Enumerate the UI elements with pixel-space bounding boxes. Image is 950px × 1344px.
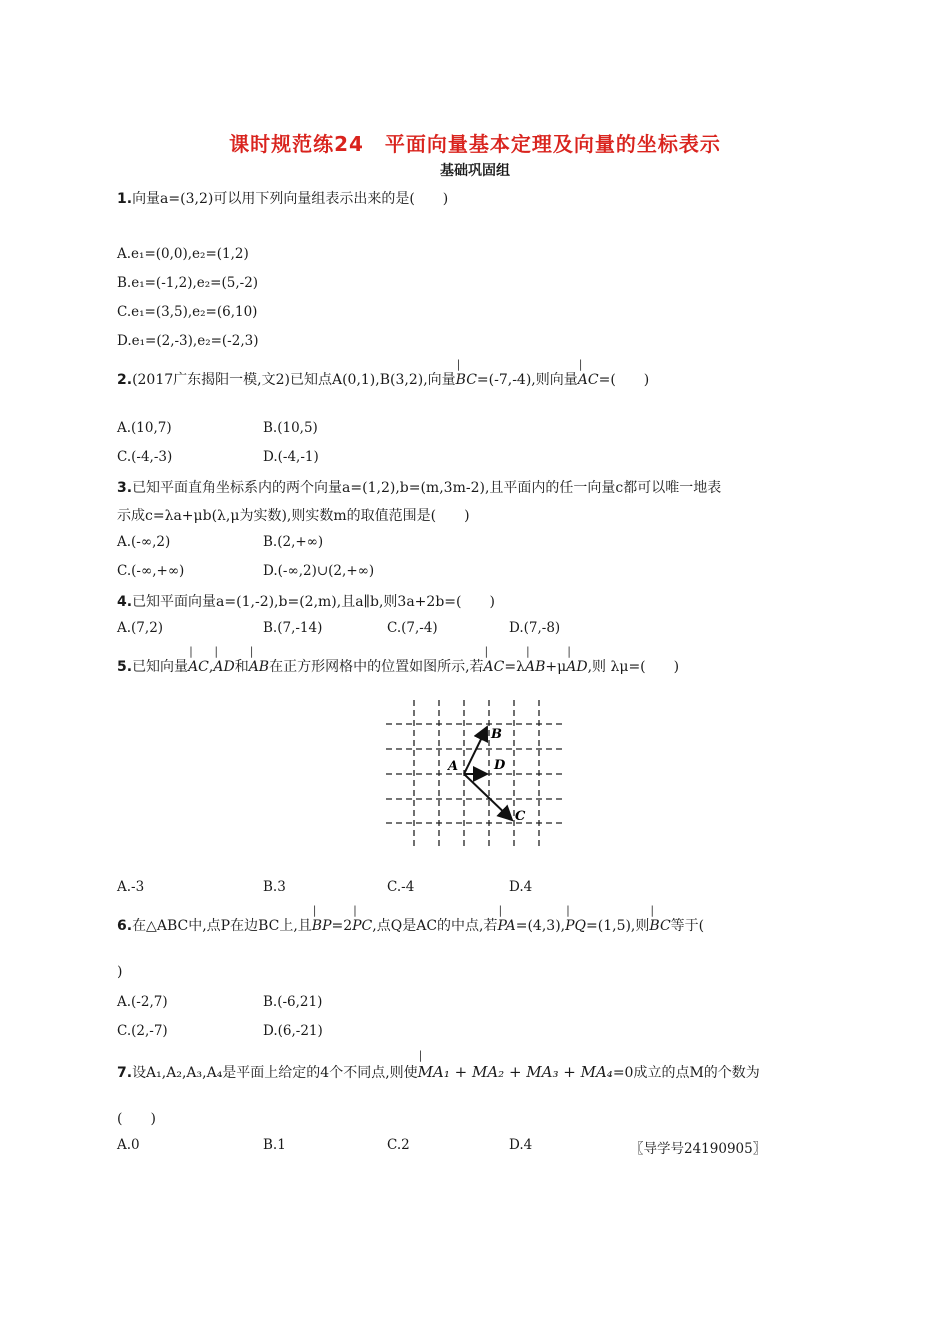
vector-sum-expression: | MA₁ + MA₂ + MA₃ + MA₄ <box>418 1063 613 1081</box>
separator: 和 <box>234 659 249 675</box>
q2-option-b: B.(10,5) <box>263 420 318 436</box>
q2-option-c: C.(-4,-3) <box>117 449 173 465</box>
q7-option-b: B.1 <box>263 1137 286 1153</box>
vector-pq: | PQ <box>565 918 586 934</box>
q6-option-a: A.(-2,7) <box>117 994 168 1010</box>
q3-option-c: C.(-∞,+∞) <box>117 563 185 579</box>
q6-option-d: D.(6,-21) <box>263 1023 323 1039</box>
question-number: 7. <box>117 1065 133 1081</box>
q3-option-b: B.(2,+∞) <box>263 534 324 550</box>
equation-part: =λ <box>504 659 525 675</box>
q2-option-a: A.(10,7) <box>117 420 172 436</box>
vector-ac: | AC <box>484 659 505 675</box>
q7-option-d: D.4 <box>509 1137 533 1153</box>
q1-option-a: A.e₁=(0,0),e₂=(1,2) <box>117 246 249 262</box>
question-stem-part: (2017广东揭阳一模,文2)已知点A(0,1),B(3,2),向量 <box>132 372 456 388</box>
question-stem-part: 在△ABC中,点P在边BC上,且 <box>132 918 312 934</box>
vector-pc: | PC <box>352 918 372 934</box>
question-1 <box>117 188 448 208</box>
question-number: 2. <box>117 372 133 388</box>
separator: , <box>208 659 214 675</box>
question-stem: 已知平面向量a=(1,-2),b=(2,m),且a∥b,则3a+2b=( ) <box>132 594 495 610</box>
vector-ab: | AB <box>525 659 545 675</box>
vector-bc: | BC <box>456 372 477 388</box>
vector-ad: | AD <box>566 659 587 675</box>
q4-option-b: B.(7,-14) <box>263 620 323 636</box>
question-stem-part: 已知向量 <box>132 659 189 675</box>
q1-option-b: B.e₁=(-1,2),e₂=(5,-2) <box>117 275 259 291</box>
grid-vector-figure <box>386 698 566 848</box>
q1-option-d: D.e₁=(2,-3),e₂=(-2,3) <box>117 333 259 349</box>
vector-bc: | BC <box>649 918 670 934</box>
question-stem: 向量a=(3,2)可以用下列向量组表示出来的是( ) <box>132 191 449 207</box>
q7-option-a: A.0 <box>117 1137 140 1153</box>
value-part: =(1,5),则 <box>586 918 650 934</box>
vector-ab-arrow <box>464 727 487 774</box>
vector-ac: | AC <box>188 659 209 675</box>
question-7 <box>117 1062 760 1082</box>
point-label-c: C <box>515 809 526 824</box>
q1-option-c: C.e₁=(3,5),e₂=(6,10) <box>117 304 258 320</box>
section-subtitle: 基础巩固组 <box>440 163 510 179</box>
question-number: 3. <box>117 480 133 496</box>
question-stem-part: =0成立的点M的个数为 <box>612 1065 760 1081</box>
question-stem-line2: ) <box>117 964 123 980</box>
question-4 <box>117 591 495 611</box>
q5-option-d: D.4 <box>509 879 533 895</box>
q4-option-d: D.(7,-8) <box>509 620 561 636</box>
question-stem-line2: ( ) <box>117 1111 156 1127</box>
question-stem-line2: 示成c=λa+μb(λ,μ为实数),则实数m的取值范围是( ) <box>117 508 470 524</box>
page-title: 课时规范练24 平面向量基本定理及向量的坐标表示 <box>229 132 721 156</box>
q5-option-c: C.-4 <box>387 879 415 895</box>
question-6 <box>117 915 704 935</box>
question-stem-part: 等于( <box>670 918 705 934</box>
question-number: 6. <box>117 918 133 934</box>
q3-option-d: D.(-∞,2)∪(2,+∞) <box>263 563 375 579</box>
reference-number: 〖导学号24190905〗 <box>630 1141 767 1157</box>
question-stem-part: =( ) <box>598 372 650 388</box>
vector-pa: | PA <box>497 918 515 934</box>
point-label-b: B <box>491 727 502 742</box>
question-2 <box>117 369 649 389</box>
question-5 <box>117 656 679 676</box>
q5-option-a: A.-3 <box>117 879 145 895</box>
equation-part: +μ <box>545 659 567 675</box>
question-stem-part: 在正方形网格中的位置如图所示,若 <box>269 659 484 675</box>
vector-ac-arrow <box>464 774 512 820</box>
q6-option-b: B.(-6,21) <box>263 994 323 1010</box>
question-stem-part: ,点Q是AC的中点,若 <box>372 918 498 934</box>
q5-option-b: B.3 <box>263 879 286 895</box>
q4-option-a: A.(7,2) <box>117 620 164 636</box>
point-label-a: A <box>448 759 459 774</box>
question-stem-line1: 已知平面直角坐标系内的两个向量a=(1,2),b=(m,3m-2),且平面内的任一向量c都可以唯一地表 <box>132 480 722 496</box>
point-label-d: D <box>494 758 506 773</box>
q6-option-c: C.(2,-7) <box>117 1023 168 1039</box>
equation-part: =2 <box>331 918 353 934</box>
vector-ab: | AB <box>249 659 269 675</box>
question-3 <box>117 477 721 497</box>
question-number: 1. <box>117 191 133 207</box>
q4-option-c: C.(7,-4) <box>387 620 438 636</box>
question-stem-part: 设A₁,A₂,A₃,A₄是平面上给定的4个不同点,则使 <box>132 1065 418 1081</box>
vector-ac: | AC <box>578 372 599 388</box>
value-part: =(4,3), <box>515 918 566 934</box>
q2-option-d: D.(-4,-1) <box>263 449 319 465</box>
question-number: 4. <box>117 594 133 610</box>
question-stem-part: ,则 λμ=( ) <box>587 659 680 675</box>
q3-option-a: A.(-∞,2) <box>117 534 171 550</box>
question-number: 5. <box>117 659 133 675</box>
q7-option-c: C.2 <box>387 1137 410 1153</box>
question-stem-part: =(-7,-4),则向量 <box>476 372 578 388</box>
vector-bp: | BP <box>312 918 332 934</box>
vector-ad: | AD <box>213 659 234 675</box>
